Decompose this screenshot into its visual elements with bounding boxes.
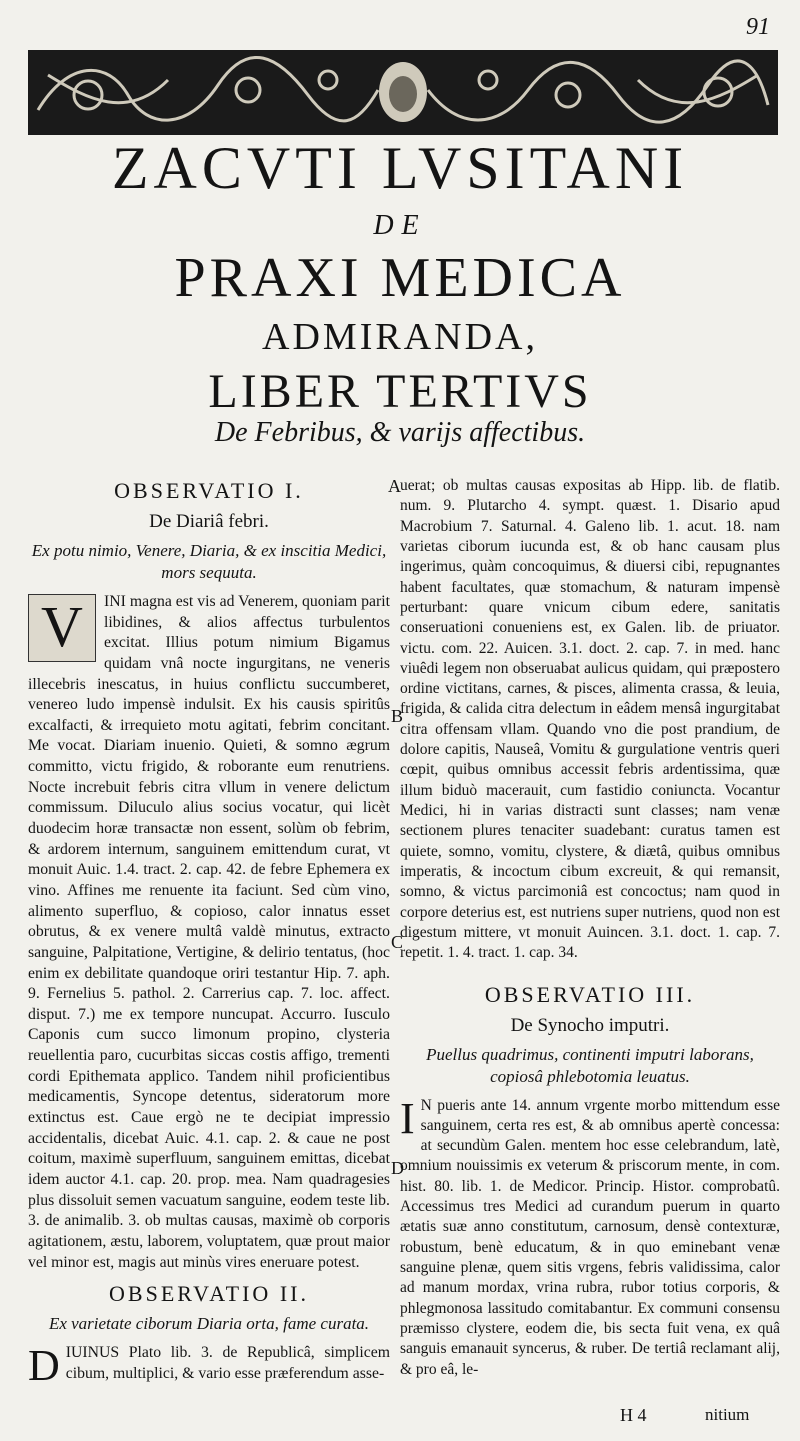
observation-2-heading: OBSERVATIO II. xyxy=(109,1281,309,1307)
observation-1-text xyxy=(28,592,390,1273)
observation-3-heading: OBSERVATIO III. xyxy=(484,981,696,1007)
observation-2-text xyxy=(28,1341,390,1391)
margin-marker-d: D xyxy=(391,1158,404,1178)
initial-d: D xyxy=(28,1341,60,1391)
catchword: nitium xyxy=(705,1405,750,1424)
title-line-author: ZACVTI LVSITANI xyxy=(111,135,689,201)
decorative-headpiece xyxy=(28,50,778,135)
observation-1-body: INI magna est vis ad Venerem, quoniam parit libidines, & alios affectus turbulentos excitat. Illius potum nimium Bigamus quidam vnâ nocte ingurgitans, ne veneris illecebris inescatus, in huius conflictu succumberet, venereo ludo impensè indulsit. Ex his causis spiritûs excalfacti, & irrequieto motu agitati, febrim concitant. Me vocat. Diariam inuenio. Quieti, & somno ægrum committo, victu frigido, & roborante eum renutriens. Nocte increbuit febris citra vllum in venere delictum commissum. Diluculo alius socius vocatur, qui licèt duodecim horæ transactæ non essent, solùm ob febrim, & ardorem internum, sanguinem emittendum curat, vt monuit Auic. 1.4. tract. 2. cap. 42. de febre Ephemera ex vino. Affines me renuente ita faciunt. Sed cùm vino, alimento superfluo, & copioso, calor innatus esset obrutus, & ex venere multâ valdè minutus, extracto sanguine, Palpitatione, Vertigine, & delirio tentatus, (hoc enim ex debilitate quandoque oriri testantur Hip. 7. aph. 9. Fernelius 5. pathol. 2. Carrerius cap. 7. loc. affect. disput. 7.) me ex tempore nuncupat. Accurro. Iusculo Caponis cum succo limonum propino, clysteria reuellentia paro, cucurbitas siccas costis affigo, trementi cordi Epithemata applico. Tandem nihil proficientibus medicamentis, Syncope detentus, sideratorum more extinctus est. Caue ergò ne te decipiat impressio accidentalis, dicebat Auic. 4.1. cap. 2. & caue ne post coitum, maximè superfluum, sanguinem emittas, dicebat idem auctor 4.1. cap. 20. prop. mea. Nam quadragesies plus dissoluit semen vacuatum sanguine, eodem teste lib. 3. de animalib. 3. ob multas causas, maximè ob corporis agitationem, æstu, laborem, voluptatem, quæ prout maior vel minor est, magis aut minùs vires eneruare potest. xyxy=(28,593,390,1271)
title-line-de: DE xyxy=(373,210,427,241)
observation-3-body: N pueris ante 14. annum vrgente morbo mittendum esse sanguinem, certa res est, & ab omnibus apertè concessa: at secundùm Galen. mentem hoc esse celebrandum, latè, omnium nouissimis ex veterum & priscorum mente, in com. hist. 80. lib. 1. de Medicor. Princip. Histor. comprobatû. Accessimus tres Medici ad curandum puerum in quarto ætatis suæ anno constitutum, carnosum, densè contexturæ, robustum, benè educatum, & in quo eminebant venæ sanguine plenæ, quem sitis vrgens, febris validissima, calor ad manum mordax, vrina rubra, rubor totius corporis, & phlegmonosa lassitudo comitabantur. Ex communi consensu præmisso clystere, eodem die, bis secta fuit vena, ex quâ sanguis emanauit syncerus, & ruber. De tertiâ reclamant alij, & pro eâ, le- xyxy=(400,1096,780,1378)
right-column xyxy=(400,476,780,1380)
margin-marker-b: B xyxy=(391,706,404,726)
title-line-praxi: PRAXI MEDICA xyxy=(174,247,626,309)
page-number: 91 xyxy=(746,14,770,40)
title-line-liber: LIBER TERTIVS xyxy=(208,365,592,418)
signature-mark: H 4 xyxy=(620,1405,647,1425)
observation-2-continued: uerat; ob multas causas expositas ab Hipp. lib. de flatib. num. 9. Plutarcho 4. sympt. quæst. 1. Disario apud Macrobium 7. Saturnal. 4. Galeno lib. 1. acut. 18. nam varietas ciborum iucunda est, & ob hanc causam plus ingerimus, quàm concoquimus, & diuersi cibi, repugnantes habent facultates, quæ stomachum, & naturam impensè perturbant: quare vnicum cibum edere, sanitatis conseruationi conueniens est, ex Galen. lib. de priuator. victu. com. 22. Auicen. 3.1. doct. 2. cap. 7. in med. hanc viuêdi legem non obseruabat aulicus quidam, qui præpostero ordine victitans, carnes, & pisces, alimenta crassa, & leuia, frigida, & calida citra delectum in eâdem mensâ ingurgitabat citra offensam vllam. Quando vno die post prandium, de dolore capitis, Nauseâ, Vomitu & gurgulatione ventris queri cœpit, quibus omnibus accessit febris ardentissima, quæ illum biduò macerauit, cum fastidio coniuncta. Vocantur Medici, hi in varias distracti sunt classes; nam venæ sectionem plures tenaciter suadebant: curatus tamen est quiete, somno, vomitu, clystere, & diætâ, quibus omnibus imperatis, & incoctum cibum excreuit, & qui remansit, somno, & victus parcimoniâ est concoctus; nam quod in corpore deterius est, est nutriens super nutriens, quod non est digestum mittere, vt monuit Auincen. 3.1. doct. 1. cap. 7. repetit. 1. 4. tract. 1. cap. 34. xyxy=(400,477,780,962)
title-line-subject: De Febribus, & varijs affectibus. xyxy=(214,417,586,448)
decorated-initial-v: V xyxy=(28,594,96,662)
title-line-admiranda: ADMIRANDA, xyxy=(262,316,538,358)
observation-3-text xyxy=(400,1093,780,1380)
initial-i: I xyxy=(400,1093,415,1143)
observation-3-summary: Puellus quadrimus, continenti imputri laborans, copiosâ phlebotomia leuatus. xyxy=(426,1044,754,1086)
margin-marker-c: C xyxy=(391,932,404,952)
observation-2-body: IUINUS Plato lib. 3. de Republicâ, simplicem cibum, multiplici, & vario esse præferendum asse- xyxy=(65,1344,390,1382)
observation-1-subheading: De Diariâ febri. xyxy=(149,511,269,532)
observation-1-heading: OBSERVATIO I. xyxy=(114,478,304,503)
observation-3-subheading: De Synocho imputri. xyxy=(510,1014,670,1036)
left-column xyxy=(28,476,390,1391)
margin-marker-a: A xyxy=(388,476,401,496)
observation-1-summary: Ex potu nimio, Venere, Diaria, & ex inscitia Medici, mors sequuta. xyxy=(31,541,387,582)
observation-2-summary: Ex varietate ciborum Diaria orta, fame curata. xyxy=(48,1314,370,1334)
